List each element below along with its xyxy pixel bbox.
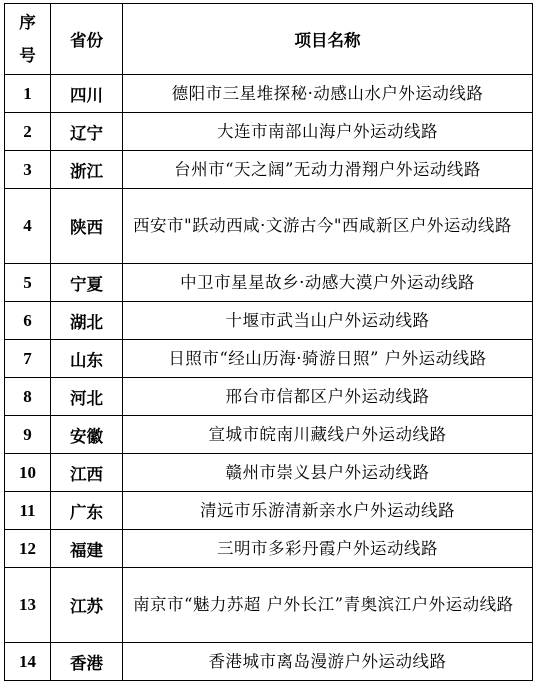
- header-seq-label: 序号: [19, 13, 36, 65]
- row-province: 浙江: [51, 151, 123, 189]
- header-province: 省份: [51, 4, 123, 75]
- row-project: 香港城市离岛漫游户外运动线路: [123, 643, 533, 681]
- table-header-row: [5, 4, 533, 75]
- table-row: [5, 264, 533, 302]
- row-province: 福建: [51, 530, 123, 568]
- row-seq: 2: [5, 113, 51, 151]
- row-seq: 9: [5, 416, 51, 454]
- row-project: 南京市“魅力苏超 户外长江”青奥滨江户外运动线路: [123, 568, 533, 643]
- row-project: 大连市南部山海户外运动线路: [123, 113, 533, 151]
- row-project: 赣州市崇义县户外运动线路: [123, 454, 533, 492]
- table-row: [5, 643, 533, 681]
- row-seq: 5: [5, 264, 51, 302]
- row-province: 江苏: [51, 568, 123, 643]
- row-province: 安徽: [51, 416, 123, 454]
- row-province: 河北: [51, 378, 123, 416]
- table-row: [5, 151, 533, 189]
- row-seq: 4: [5, 189, 51, 264]
- row-project: 日照市“经山历海·骑游日照” 户外运动线路: [123, 340, 533, 378]
- table-row: [5, 416, 533, 454]
- table-row: [5, 113, 533, 151]
- row-seq: 8: [5, 378, 51, 416]
- header-seq: [5, 4, 51, 75]
- row-project: 宣城市皖南川藏线户外运动线路: [123, 416, 533, 454]
- row-seq: 1: [5, 75, 51, 113]
- table-row: [5, 530, 533, 568]
- row-project: 邢台市信都区户外运动线路: [123, 378, 533, 416]
- row-province: 陕西: [51, 189, 123, 264]
- header-project: 项目名称: [123, 4, 533, 75]
- table-row: [5, 492, 533, 530]
- row-project: 三明市多彩丹霞户外运动线路: [123, 530, 533, 568]
- row-seq: 6: [5, 302, 51, 340]
- table-row: [5, 189, 533, 264]
- row-province: 江西: [51, 454, 123, 492]
- row-project: 十堰市武当山户外运动线路: [123, 302, 533, 340]
- row-province: 辽宁: [51, 113, 123, 151]
- row-project: 西安市"跃动西咸·文游古今"西咸新区户外运动线路: [123, 189, 533, 264]
- row-project: 中卫市星星故乡·动感大漠户外运动线路: [123, 264, 533, 302]
- table-row: [5, 378, 533, 416]
- routes-table: [4, 3, 533, 681]
- table-row: [5, 302, 533, 340]
- row-seq: 13: [5, 568, 51, 643]
- row-seq: 11: [5, 492, 51, 530]
- table-row: [5, 568, 533, 643]
- row-seq: 7: [5, 340, 51, 378]
- row-project: 德阳市三星堆探秘·动感山水户外运动线路: [123, 75, 533, 113]
- row-project: 台州市“天之阔”无动力滑翔户外运动线路: [123, 151, 533, 189]
- row-province: 广东: [51, 492, 123, 530]
- row-province: 香港: [51, 643, 123, 681]
- row-seq: 14: [5, 643, 51, 681]
- row-project: 清远市乐游清新亲水户外运动线路: [123, 492, 533, 530]
- row-seq: 10: [5, 454, 51, 492]
- row-province: 山东: [51, 340, 123, 378]
- table-row: [5, 340, 533, 378]
- table-row: [5, 454, 533, 492]
- row-province: 宁夏: [51, 264, 123, 302]
- table-row: [5, 75, 533, 113]
- row-seq: 3: [5, 151, 51, 189]
- row-province: 湖北: [51, 302, 123, 340]
- row-seq: 12: [5, 530, 51, 568]
- row-province: 四川: [51, 75, 123, 113]
